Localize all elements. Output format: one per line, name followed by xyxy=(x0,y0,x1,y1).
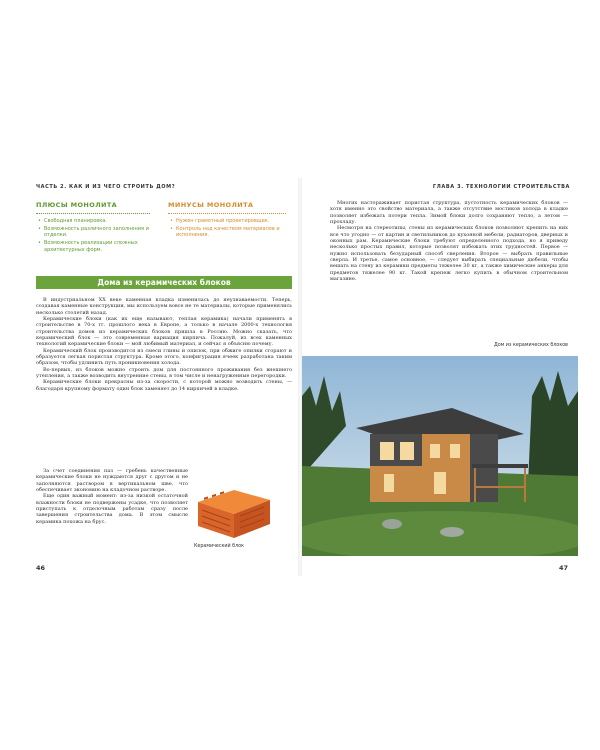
ceramic-block-image xyxy=(194,482,272,540)
cons-list xyxy=(170,218,282,240)
cons-title: МИНУСЫ МОНОЛИТА xyxy=(168,201,254,209)
page-number-right: 47 xyxy=(558,564,568,572)
left.pros-item: • Возможность различного заполнения и отделки. xyxy=(38,226,150,239)
left-body-text-narrow xyxy=(36,468,188,525)
left-page xyxy=(22,178,298,576)
running-head-left: ЧАСТЬ 2. КАК И ИЗ ЧЕГО СТРОИТЬ ДОМ? xyxy=(36,184,176,190)
paragraph: Еще один важный момент: из-за низкой остаточной влажности блоки не подвержены усадке, что позволяет приступать к отделочным работам сразу после завершения строительства дома. В этом смысле керамика похожа на брус. xyxy=(36,493,188,525)
paragraph: Керамические блоки прекрасны из-за скорости, с которой можно возводить стены, — благодаря крупному формату один блок заменяет до 14 кирпичей в кладке. xyxy=(36,379,292,392)
paragraph: Керамические блоки (как их еще называют, теплая керамика) начали применять в строительстве в 70-х гг. прошлого века в Европе, а только в начале 2000-х технология строительства домов из керамических блоков пришла в Россию. Можно сказать, что керамический блок — это современная вариация кирпича. Пожалуй, из всех каменных технологий керамические блоки — мой любимый материал, и сейчас я объясню почему. xyxy=(36,316,292,348)
right-body-text xyxy=(330,200,568,282)
page-number-left: 46 xyxy=(36,564,46,572)
paragraph: Несмотря на стереотипы, стены из керамических блоков позволяют крепить на них все что угодно — от картин и светильников до кухонной мебели, радиаторов, дверных и оконных рам. Керамические блоки требуют определенного подхода, но я приведу несколько простых правил, которые позволят избежать этих трудностей. Первое — нужно использовать безударный способ сверления. Второе — выбрать правильные сверла. И третье, самое основное, — следует выбирать специальные дюбели, чтобы вешать на стену из керамики предметы тяжелее 30 кг, а также химические анкеры для предметов тяжелее 90 кг. Такой крепеж легко купить в обычном строительном магазине. xyxy=(330,225,568,283)
section-heading: Дома из керамических блоков xyxy=(36,276,292,289)
paragraph: В индустриальном XX веке каменная кладка изменилась до неузнаваемости. Теперь, создавая каменные конструкции, мы используем вовсе не те материалы, которые применялись несколько столетий назад. xyxy=(36,297,292,316)
running-head-right: ГЛАВА 3. ТЕХНОЛОГИИ СТРОИТЕЛЬСТВА xyxy=(432,184,570,190)
left.cons-item: • Нужен грамотный проектировщик. xyxy=(170,218,282,225)
brick-caption: Керамический блок xyxy=(194,544,245,549)
right-page xyxy=(302,178,578,576)
book-spread xyxy=(22,178,578,576)
paragraph: За счет соединения паз — гребень качественные керамические блоки не нуждаются друг с другом и не заполняются раствором в вертикальном шве, что обеспечивает экономию на кладочном растворе. xyxy=(36,468,188,494)
house-photo xyxy=(302,356,578,556)
pros-divider xyxy=(36,213,150,215)
left.pros-item: • Свободная планировка. xyxy=(38,218,150,225)
pros-title: ПЛЮСЫ МОНОЛИТА xyxy=(36,201,118,209)
paragraph: Многих настораживает пористая структура, пустотность керамических блоков — хотя именно это свойство материала, а также отсутствие мостиков холода в кладке позволяет избежать потери тепла. Зимой блоки долго сохраняют тепло, а летом — прохладу. xyxy=(330,200,568,226)
pros-list xyxy=(38,218,150,255)
left.pros-item: • Возможность реализации сложных архитектурных форм. xyxy=(38,240,150,253)
paragraph: Керамический блок производится из смеси глины и опилок, при обжиге опилки сгорают и образуется легкая пористая структура. Кроме этого, конфигурация ячеек разработана таким образом, чтобы удлинить путь проникновения холода. xyxy=(36,347,292,367)
paragraph: Во-первых, из блоков можно строить дом для постоянного проживания без внешнего утепления, а также возводить внутренние стены, в том числе и ненагруженные перегородки. xyxy=(36,366,292,380)
cons-divider xyxy=(168,213,286,215)
left-body-text xyxy=(36,297,292,392)
photo-caption: Дом из керамических блоков xyxy=(493,343,568,348)
left.cons-item: • Контроль над качеством материалов и исполнения. xyxy=(170,226,282,239)
